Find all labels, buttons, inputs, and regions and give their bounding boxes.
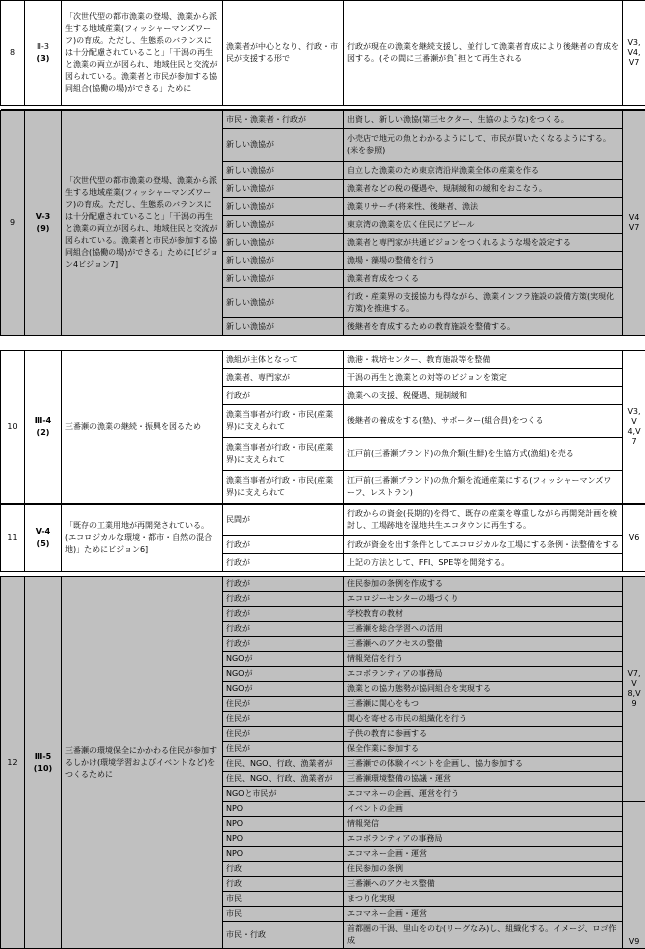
actor-cell: NGOが (223, 667, 344, 682)
actor-cell: 新しい漁協が (223, 180, 344, 198)
actor-cell: 新しい漁協が (223, 129, 344, 162)
code-count: (5) (28, 538, 58, 550)
action-cell: 三番瀬へのアクセスの整備 (344, 637, 623, 652)
action-plan-table (0, 0, 645, 110)
table-row (1, 1, 645, 106)
action-cell: エコマネー企画・運営 (344, 907, 623, 922)
actor-cell: 漁業当事者が行政・市民(産業界)に支えられて (223, 438, 344, 471)
actor-cell: 住民が (223, 727, 344, 742)
vision-cell: V4 V7 (623, 111, 645, 336)
actor-cell: NGOが (223, 652, 344, 667)
actor-cell: 住民、NGO、行政、漁業者が (223, 757, 344, 772)
action-cell: 首都圏の干潟、里山をのむ(リーグなみ)し、組織化する。イメージ、ロゴ作成 (344, 922, 623, 949)
code-label: Ⅱ-3 (28, 41, 58, 53)
code-label: V-4 (28, 526, 58, 538)
actor-cell: NPO (223, 817, 344, 832)
action-cell: 漁業者などの税の優遇や、規制緩和の緩和をおこなう。 (344, 180, 623, 198)
action-cell: 行政からの資金(長期的)を得て、既存の産業を尊重しながら再開発計画を検討し、工場跡地を湿地共生エコタウンに再生する。 (344, 505, 623, 536)
actor-cell: NPO (223, 832, 344, 847)
actor-cell: 行政が (223, 554, 344, 572)
actor-cell: 市民・行政 (223, 922, 344, 949)
actor-cell: 行政が (223, 607, 344, 622)
actor-cell: NPO (223, 802, 344, 817)
actor-cell: 漁業当事者が行政・市民(産業界)に支えられて (223, 471, 344, 504)
goal-cell: 「既存の工業用地が再開発されている。(エコロジカルな環境・都市・自然の混合地)」ためにビジョン6] (62, 505, 223, 572)
action-cell: イベントの企画 (344, 802, 623, 817)
row-code (25, 577, 62, 949)
actor-cell: NPO (223, 847, 344, 862)
goal-cell: 「次世代型の都市漁業の登場、漁業から派生する地域産業(フィッシャーマンズワーフ)の育成。ただし、生態系のバランスには十分配慮されていること」「干潟の再生と漁業の両立が図られ、地域住民と交流が図られている。漁業者と市民が参加する協同組合(協働の場)ができる」ために (62, 1, 223, 106)
action-cell: 子供の教育に参画する (344, 727, 623, 742)
action-cell: 漁業への支援、税優遇、規制緩和 (344, 387, 623, 405)
row-number: 11 (1, 505, 25, 572)
action-cell: 行政・産業界の支援協力も得ながら、漁業インフラ施設の設備方策(実現化方策)を推進する。 (344, 288, 623, 318)
action-cell: 三番瀬を総合学習への活用 (344, 622, 623, 637)
table-row (1, 577, 645, 592)
vision-cell: V3, V4, V7 (623, 1, 645, 106)
actor-cell: NGOが (223, 682, 344, 697)
action-cell: 上記の方法として、FFI、SPE等を開発する。 (344, 554, 623, 572)
actor-cell: 漁業当事者が行政・市民(産業界)に支えられて (223, 405, 344, 438)
actor-cell: 行政が (223, 637, 344, 652)
action-cell: 情報発信 (344, 817, 623, 832)
action-cell: エコマネー企画・運営 (344, 847, 623, 862)
actor-cell: 行政が (223, 622, 344, 637)
actor-cell: 市民 (223, 892, 344, 907)
action-cell: 自立した漁業のため東京湾沿岸漁業全体の産業を作る (344, 162, 623, 180)
vision-cell-bottom: V9 (623, 802, 645, 949)
action-cell: 江戸前(三番瀬ブランド)の魚介類(生鮮)を生協方式(漁組)を売る (344, 438, 623, 471)
goal-cell: 三番瀬の漁業の継続・振興を図るため (62, 351, 223, 504)
action-cell: エコボランティアの事務局 (344, 832, 623, 847)
action-cell: 漁業者と専門家が共通ビジョンをつくれるような場を設定する (344, 234, 623, 252)
code-count: (9) (28, 223, 58, 235)
action-cell: 行政が資金を出す条件としてエコロジカルな工場にする条例・法整備をする (344, 536, 623, 554)
actor-cell: 漁業者が中心となり、行政・市民が支援する形で (223, 1, 344, 106)
action-cell: 三番瀬環境整備の協議・運営 (344, 772, 623, 787)
actor-cell: 行政 (223, 877, 344, 892)
code-label: Ⅲ-4 (28, 415, 58, 427)
action-cell: 関心を寄せる市民の組織化を行う (344, 712, 623, 727)
action-cell: エコボランティアの事務局 (344, 667, 623, 682)
actor-cell: 新しい漁協が (223, 270, 344, 288)
actor-cell: 新しい漁協が (223, 318, 344, 336)
actor-cell: 新しい漁協が (223, 252, 344, 270)
table-row (1, 505, 645, 536)
actor-cell: 行政が (223, 536, 344, 554)
row-code (25, 1, 62, 106)
action-cell: 学校教育の教材 (344, 607, 623, 622)
actor-cell: 行政が (223, 577, 344, 592)
action-cell: 漁業者育成をつくる (344, 270, 623, 288)
action-cell: 干潟の再生と漁業との対等のビジョンを策定 (344, 369, 623, 387)
action-cell: エコロジーセンターの場づくり (344, 592, 623, 607)
action-cell: 後継者を育成するための教育施設を整備する。 (344, 318, 623, 336)
vision-cell: V6 (623, 505, 645, 572)
goal-cell: 「次世代型の都市漁業の登場、漁業から派生する地域産業(フィッシャーマンズワーフ)の育成。ただし、生態系のバランスには十分配慮されていること」「干潟の再生と漁業の両立が図られ、地域住民と交流が図られている。漁業者と市民が参加する協同組合(協働の場)ができる」ために[ビジョン4ビジョン7] (62, 111, 223, 336)
actor-cell: 市民 (223, 907, 344, 922)
actor-cell: 新しい漁協が (223, 234, 344, 252)
action-cell: エコマネーの企画、運営を行う (344, 787, 623, 802)
action-cell: 漁業との協力態勢が協同組合を実現する (344, 682, 623, 697)
actor-cell: 新しい漁協が (223, 288, 344, 318)
action-cell: 後継者の養成をする(塾)、サポーター(組合員)をつくる (344, 405, 623, 438)
code-label: Ⅲ-5 (28, 751, 58, 763)
code-count: (2) (28, 427, 58, 439)
row-number: 9 (1, 111, 25, 336)
actor-cell: 行政が (223, 592, 344, 607)
table-row (1, 111, 645, 129)
action-cell: 出資し、新しい漁協(第三セクター、生協のような)をつくる。 (344, 111, 623, 129)
table-row (1, 351, 645, 369)
block-9 (0, 110, 645, 336)
row-code (25, 111, 62, 336)
vision-cell: V7,V 8,V9 (623, 577, 645, 802)
actor-cell: 住民が (223, 697, 344, 712)
action-cell: 東京湾の漁業を広く住民にアピール (344, 216, 623, 234)
actor-cell: 新しい漁協が (223, 198, 344, 216)
actor-cell: NGOと市民が (223, 787, 344, 802)
action-cell: 漁港・栽培センター、教育施設等を整備 (344, 351, 623, 369)
goal-cell: 三番瀬の環境保全にかかわる住民が参加するしかけ(環境学習およびイベントなど)をつくるために (62, 577, 223, 949)
action-cell: 小売店で地元の魚とわかるようにして、市民が買いたくなるようにする。(米を参照) (344, 129, 623, 162)
actor-cell: 行政 (223, 862, 344, 877)
row-code (25, 505, 62, 572)
action-cell: 三番瀬へのアクセス整備 (344, 877, 623, 892)
actor-cell: 新しい漁協が (223, 216, 344, 234)
action-cell: 江戸前(三番瀬ブランド)の魚介類を流通産業にする(フィッシャーマンズワーフ、レストラン) (344, 471, 623, 504)
actor-cell: 住民、NGO、行政、漁業者が (223, 772, 344, 787)
code-count: (3) (28, 53, 58, 65)
action-cell: 三番瀬での体験イベントを企画し、協力参加する (344, 757, 623, 772)
row-code (25, 351, 62, 504)
actor-cell: 住民が (223, 712, 344, 727)
action-cell: 保全作業に参加する (344, 742, 623, 757)
actor-cell: 住民が (223, 742, 344, 757)
block-10 (0, 350, 645, 504)
action-cell: 住民参加の条例を作成する (344, 577, 623, 592)
actor-cell: 民間が (223, 505, 344, 536)
block-12 (0, 576, 645, 949)
vision-cell: V3,V 4,V7 (623, 351, 645, 504)
row-number: 8 (1, 1, 25, 106)
code-label: V-3 (28, 211, 58, 223)
action-cell: 漁業リサーチ(将来性、後継者、漁法 (344, 198, 623, 216)
action-cell: 漁場・藻場の整備を行う (344, 252, 623, 270)
action-cell: 三番瀬に関心をもつ (344, 697, 623, 712)
actor-cell: 新しい漁協が (223, 162, 344, 180)
action-cell: まつり化実現 (344, 892, 623, 907)
actor-cell: 行政が (223, 387, 344, 405)
actor-cell: 漁業者、専門家が (223, 369, 344, 387)
block-11 (0, 504, 645, 572)
actor-cell: 漁組が主体となって (223, 351, 344, 369)
actor-cell: 市民・漁業者・行政が (223, 111, 344, 129)
action-cell: 住民参加の条例 (344, 862, 623, 877)
code-count: (10) (28, 763, 58, 775)
row-number: 12 (1, 577, 25, 949)
action-cell: 行政が現在の漁業を継続支援し、並行して漁業者育成により後継者の育成を図する。(その間に三番瀬が負ﾞ担とて再生される (344, 1, 623, 106)
row-number: 10 (1, 351, 25, 504)
action-cell: 情報発信を行う (344, 652, 623, 667)
